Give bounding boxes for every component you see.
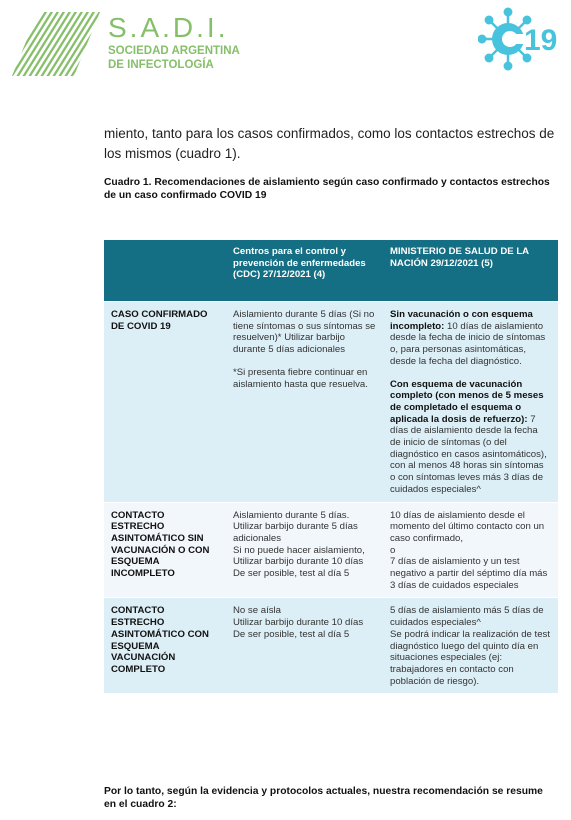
isolation-recommendations-table [104,240,558,693]
table-header-row [104,240,558,302]
ministerio-line: 5 días de aislamiento más 5 días de cuidados especiales^ [390,605,544,629]
ministerio-bold-text: Con esquema de vacunación completo (con menos de 5 meses de completado el esquema o aplicada la dosis de refuerzo): [390,378,544,425]
covid19-badge-icon [478,6,562,72]
cdc-line: No se aísla [233,605,281,617]
table-row [104,302,558,503]
cdc-line: Aislamiento durante 5 días. [233,509,350,521]
header-cdc: Centros para el control y prevención de enfermedades (CDC) 27/12/2021 (4) [226,240,383,302]
cdc-line: Utilizar barbijo durante 5 días adicionales [233,521,358,544]
header-ministerio: MINISTERIO DE SALUD DE LA NACIÓN 29/12/2021 (5) [383,240,558,302]
row-label: CASO CONFIRMADO DE COVID 19 [104,302,226,503]
row-label: CONTACTO ESTRECHO ASINTOMÁTICO CON ESQUEMA VACUNACIÓN COMPLETO [104,598,226,693]
page-header [0,0,571,90]
closing-paragraph: Por lo tanto, según la evidencia y protocolos actuales, nuestra recomendación se resume en el cuadro 2: [104,786,543,810]
cdc-line: Si no puede hacer aislamiento, Utilizar barbijo durante 10 días [233,544,365,568]
cdc-cell [226,598,383,693]
ministerio-line: Se podrá indicar la realización de test diagnóstico luego del quinto día en situaciones especiales (ej: trabajadores en contacto con población de riesgo). [390,628,550,687]
cdc-line: Utilizar barbijo durante 10 días [233,617,364,629]
ministerio-cell [383,502,558,598]
cdc-note: *Si presenta fiebre continuar en aislamiento hasta que resuelva. [233,366,368,390]
header-empty-cell [104,240,226,302]
ministerio-cell [383,302,558,503]
ministerio-bold-text: Sin vacunación o con esquema incompleto: [390,309,533,332]
ministerio-line: 7 días de aislamiento y un test negativo a partir del séptimo día más 3 días de cuidados especiales [390,556,548,591]
table-row [104,598,558,693]
ministerio-paragraph [390,309,551,368]
org-abbreviation: S.A.D.I. [108,12,229,43]
badge-number: 19 [524,24,558,57]
ministerio-text: 10 días de aislamiento desde la fecha de inicio de síntomas o, para personas asintomáticas, desde la fecha del diagnóstico. [390,320,546,367]
ministerio-paragraph [390,379,551,496]
org-name-line-1: SOCIEDAD ARGENTINA [108,45,240,57]
ministerio-cell [383,598,558,693]
ministerio-line: 10 días de aislamiento desde el momento del último contacto con un caso confirmado, [390,509,545,544]
cdc-text: Aislamiento durante 5 días (Si no tiene síntomas o sus síntomas se resuelven)* Utilizar barbijo durante 5 días adicionales [233,309,376,356]
ministerio-line: o [390,544,396,556]
table-row [104,502,558,598]
sadi-logo-icon [12,12,100,76]
table-caption: Cuadro 1. Recomendaciones de aislamiento según caso confirmado y contactos estrechos de un caso confirmado COVID 19 [104,177,550,201]
row-label: CONTACTO ESTRECHO ASINTOMÁTICO SIN VACUNACIÓN O CON ESQUEMA INCOMPLETO [104,502,226,598]
org-full-name [108,44,278,72]
org-name-line-2: DE INFECTOLOGÍA [108,59,214,71]
cdc-cell [226,302,383,503]
intro-paragraph: miento, tanto para los casos confirmados, como los contactos estrechos de los mismos (cuadro 1). [104,126,555,161]
ministerio-text: 7 días de aislamiento desde la fecha de inicio de síntomas (o del diagnóstico en casos asintomáticos), con al menos 48 horas sin síntomas o con síntomas leves más 3 días de cuidados especiales^ [390,413,547,495]
cdc-line: De ser posible, test al día 5 [233,568,350,580]
cdc-line: De ser posible, test al día 5 [233,628,350,640]
cdc-cell [226,502,383,598]
